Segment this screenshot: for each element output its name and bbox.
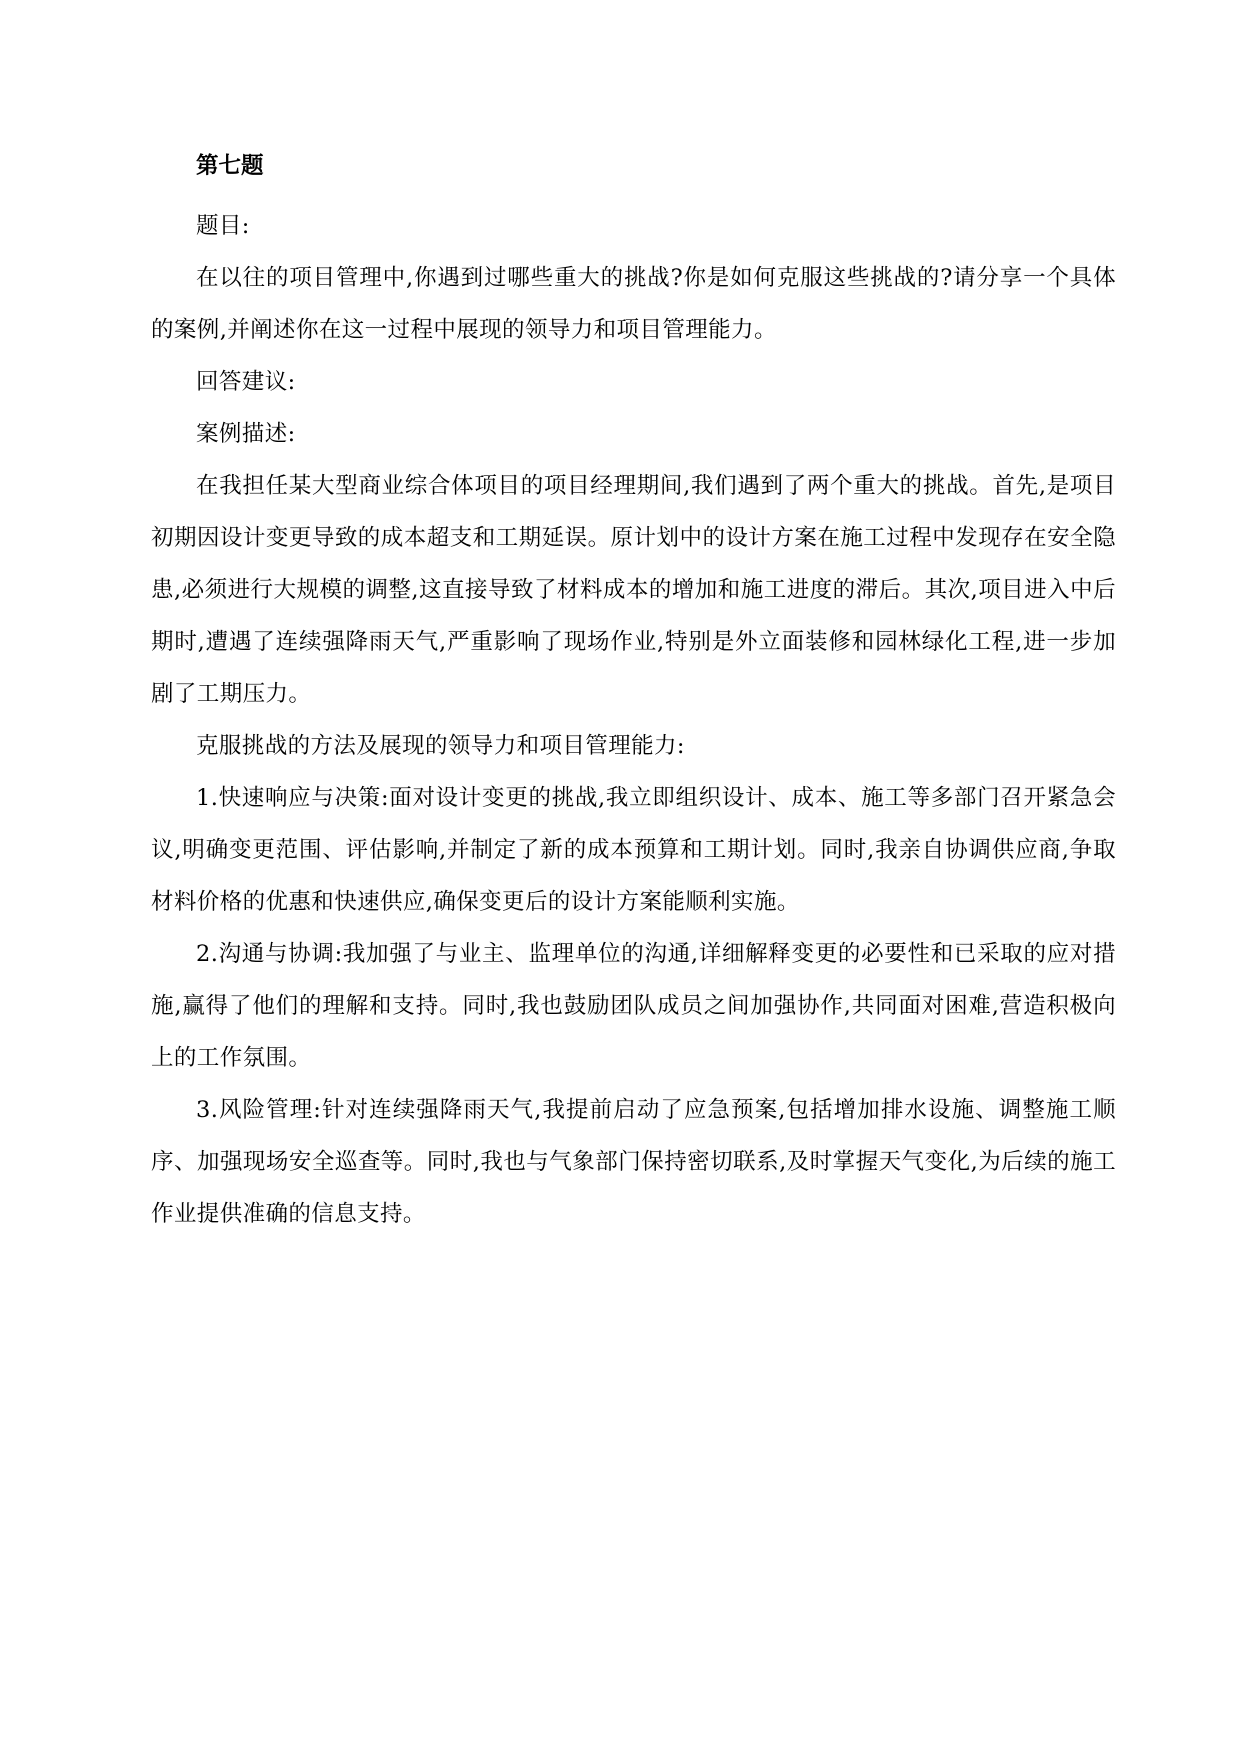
label-answer-suggestion: 回答建议: <box>196 369 296 395</box>
case-description-text: 在我担任某大型商业综合体项目的项目经理期间,我们遇到了两个重大的挑战。首先,是项目初期因设计变更导致的成本超支和工期延误。原计划中的设计方案在施工过程中发现存在安全隐患,必须进行大规模的调整,这直接导致了材料成本的增加和施工进度的滞后。其次,项目进入中后期时,遭遇了连续强降雨天气,严重影响了现场作业,特别是外立面装修和园林绿化工程,进一步加剧了工期压力。 <box>151 473 1116 707</box>
question-heading: 第七题 <box>196 153 264 179</box>
label-case-description: 案例描述: <box>196 421 296 447</box>
document-body <box>151 146 1116 1240</box>
question-text: 在以往的项目管理中,你遇到过哪些重大的挑战?你是如何克服这些挑战的?请分享一个具体的案例,并阐述你在这一过程中展现的领导力和项目管理能力。 <box>151 265 1116 343</box>
label-question: 题目: <box>196 213 250 239</box>
method-item-2: 2.沟通与协调:我加强了与业主、监理单位的沟通,详细解释变更的必要性和已采取的应对措施,赢得了他们的理解和支持。同时,我也鼓励团队成员之间加强协作,共同面对困难,营造积极向上的工作氛围。 <box>151 941 1116 1071</box>
label-methods: 克服挑战的方法及展现的领导力和项目管理能力: <box>196 733 685 759</box>
method-item-1: 1.快速响应与决策:面对设计变更的挑战,我立即组织设计、成本、施工等多部门召开紧急会议,明确变更范围、评估影响,并制定了新的成本预算和工期计划。同时,我亲自协调供应商,争取材料价格的优惠和快速供应,确保变更后的设计方案能顺利实施。 <box>151 785 1116 915</box>
method-item-3: 3.风险管理:针对连续强降雨天气,我提前启动了应急预案,包括增加排水设施、调整施工顺序、加强现场安全巡查等。同时,我也与气象部门保持密切联系,及时掌握天气变化,为后续的施工作业提供准确的信息支持。 <box>151 1097 1116 1227</box>
